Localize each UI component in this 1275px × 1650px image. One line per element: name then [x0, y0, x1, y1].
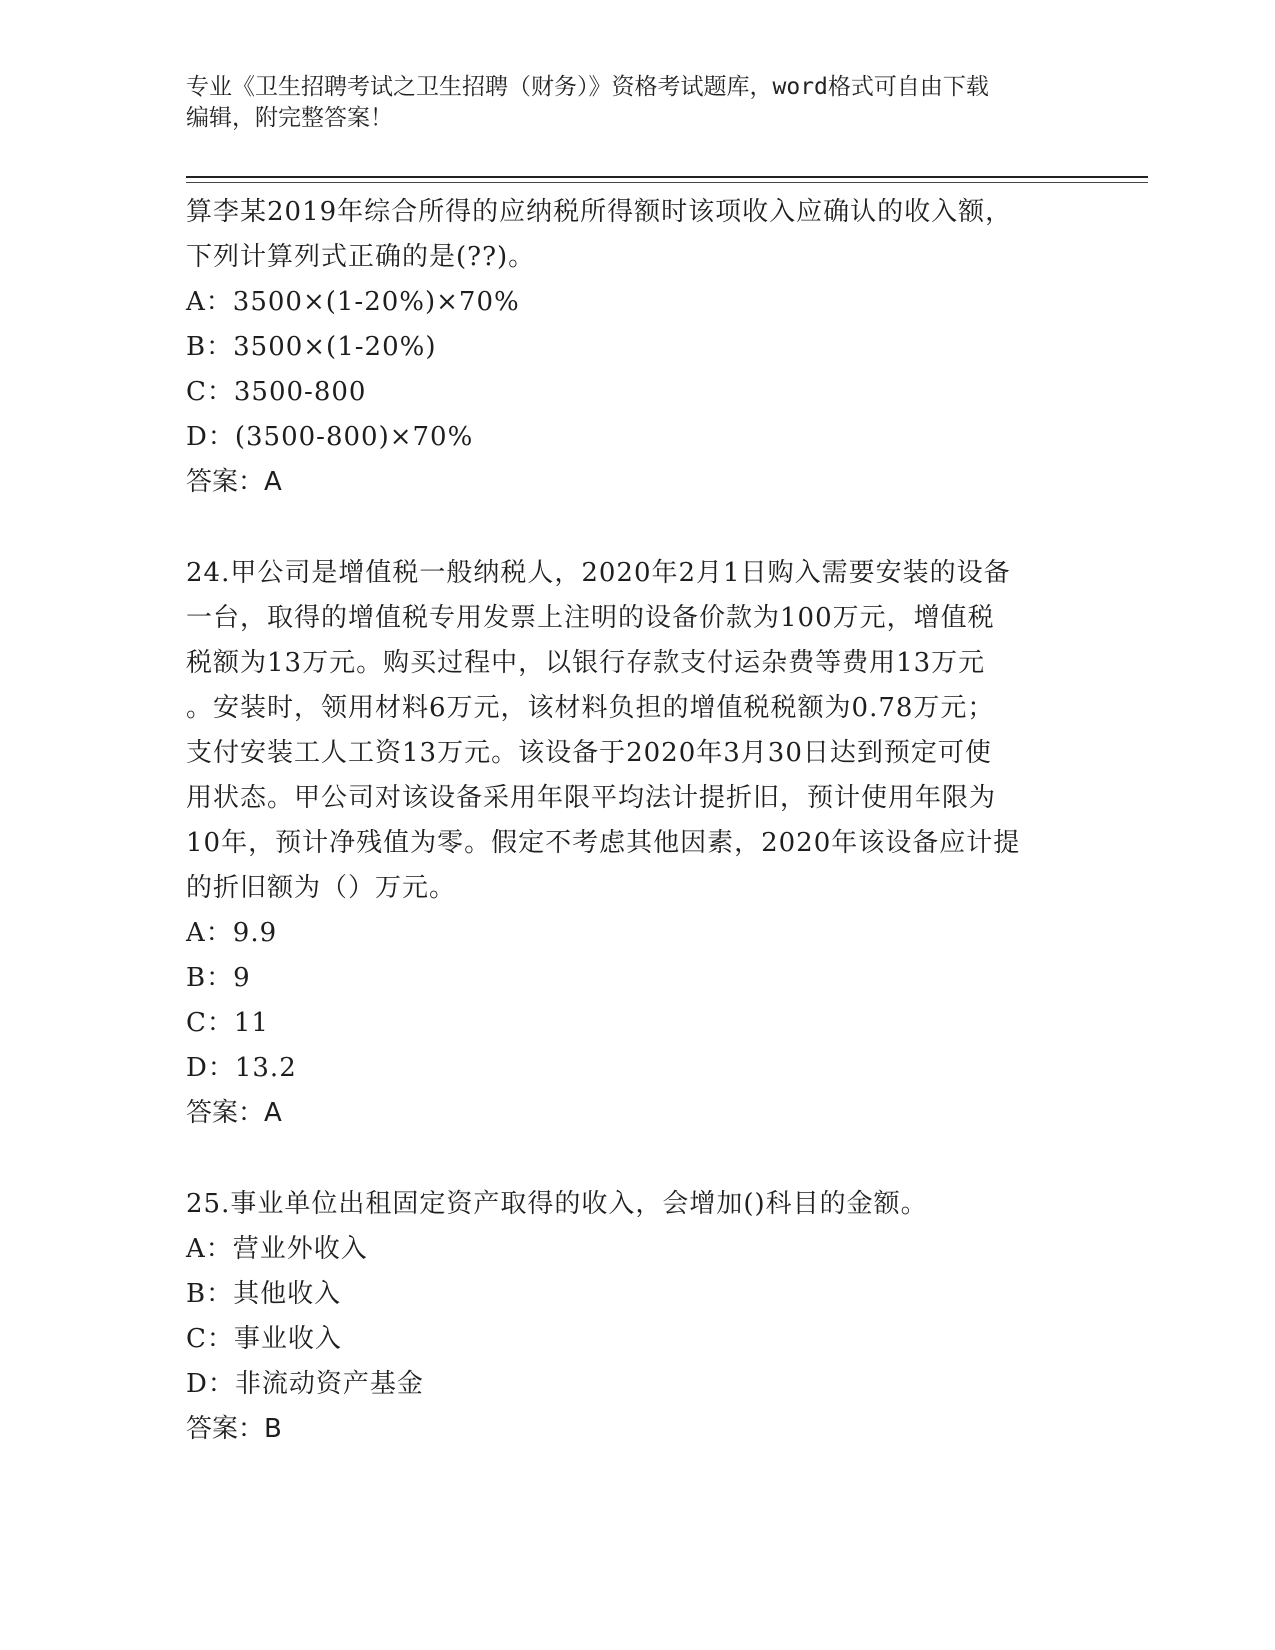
option-b: B：9 [186, 963, 251, 993]
question-23 [186, 190, 1086, 505]
spacer [186, 1136, 1086, 1182]
document-header [186, 72, 1086, 134]
question-text-line: 用状态。甲公司对该设备采用年限平均法计提折旧，预计使用年限为 [186, 783, 997, 813]
option-b: B：其他收入 [186, 1279, 342, 1309]
answer: 答案：A [186, 467, 282, 497]
option-b: B：3500×(1-20%) [186, 332, 437, 362]
question-text-line: 下列计算列式正确的是(??)。 [186, 242, 536, 272]
question-text-line: 。安装时，领用材料6万元，该材料负担的增值税税额为0.78万元； [186, 693, 995, 723]
answer: 答案：B [186, 1414, 282, 1444]
header-divider-thin [186, 182, 1148, 183]
option-d: D：非流动资产基金 [186, 1369, 424, 1399]
question-text-line: 支付安装工人工资13万元。该设备于2020年3月30日达到预定可使 [186, 738, 992, 768]
question-content [186, 190, 1086, 1452]
question-text-line: 的折旧额为（）万元。 [186, 873, 457, 903]
option-a: A：3500×(1-20%)×70% [186, 287, 520, 317]
question-24 [186, 551, 1086, 1136]
header-line-1: 专业《卫生招聘考试之卫生招聘（财务）》资格考试题库，word格式可自由下载 [186, 74, 989, 100]
option-a: A：9.9 [186, 918, 278, 948]
option-c: C：11 [186, 1008, 269, 1038]
header-divider-thick [186, 176, 1148, 178]
option-d: D：13.2 [186, 1053, 297, 1083]
question-text-line: 24.甲公司是增值税一般纳税人，2020年2月1日购入需要安装的设备 [186, 558, 1011, 588]
question-text-line: 10年，预计净残值为零。假定不考虑其他因素，2020年该设备应计提 [186, 828, 1021, 858]
option-a: A：营业外收入 [186, 1234, 368, 1264]
header-line-2: 编辑，附完整答案！ [186, 105, 393, 131]
question-text-line: 税额为13万元。购买过程中，以银行存款支付运杂费等费用13万元 [186, 648, 986, 678]
option-d: D：(3500-800)×70% [186, 422, 474, 452]
question-25 [186, 1182, 1086, 1452]
question-text-line: 一台，取得的增值税专用发票上注明的设备价款为100万元，增值税 [186, 603, 995, 633]
question-text-line: 25.事业单位出租固定资产取得的收入，会增加()科目的金额。 [186, 1189, 928, 1219]
option-c: C：3500-800 [186, 377, 367, 407]
option-c: C：事业收入 [186, 1324, 342, 1354]
spacer [186, 505, 1086, 551]
answer: 答案：A [186, 1098, 282, 1128]
question-text-line: 算李某2019年综合所得的应纳税所得额时该项收入应确认的收入额， [186, 197, 1013, 227]
